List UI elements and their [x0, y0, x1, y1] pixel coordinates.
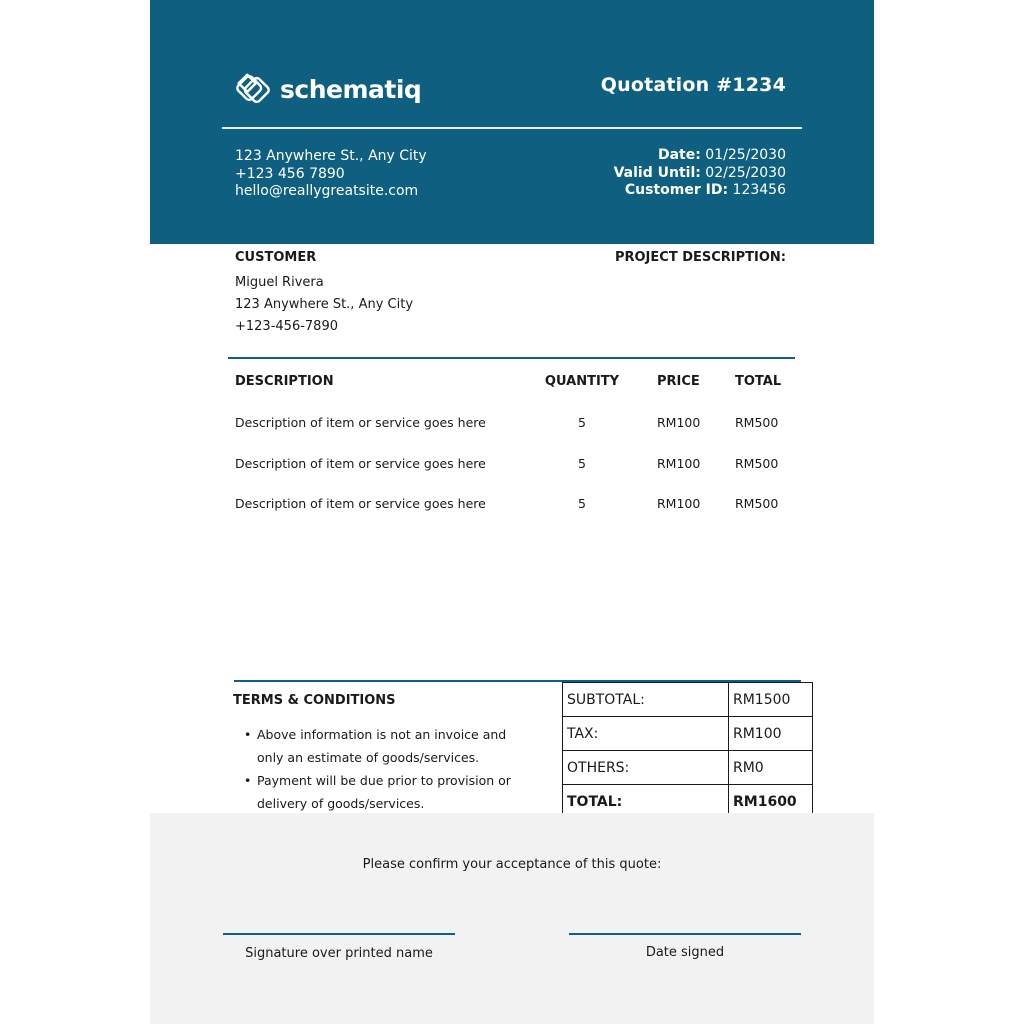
date-signed-line[interactable] — [569, 933, 801, 935]
quotation-page — [150, 0, 874, 1024]
meta-customer-id-label: Customer ID: — [624, 182, 729, 198]
customer-details — [235, 272, 413, 338]
customer-name: Miguel Rivera — [235, 275, 324, 290]
row-price: RM100 — [657, 496, 701, 511]
row-description: Description of item or service goes here — [235, 496, 486, 511]
row-description: Description of item or service goes here — [235, 455, 486, 471]
terms-item-line: • Payment will be due prior to provision or — [257, 773, 511, 788]
subtotal-label: SUBTOTAL: — [563, 683, 729, 717]
totals-table — [562, 682, 813, 819]
meta-date-label: Date: — [657, 147, 701, 163]
quotation-title: Quotation #1234 — [600, 74, 786, 96]
signature-label: Signature over printed name — [245, 946, 433, 961]
row-description: Description of item or service goes here — [235, 415, 486, 430]
header-quantity: QUANTITY — [544, 374, 620, 389]
quotation-meta — [614, 147, 786, 200]
acceptance-section — [150, 813, 874, 1024]
items-header-row — [235, 374, 795, 415]
totals-row-others — [563, 751, 813, 785]
row-quantity: 5 — [578, 455, 586, 471]
brand-name: schematiq — [280, 74, 422, 104]
total-value: RM1600 — [729, 785, 813, 819]
row-quantity: 5 — [578, 496, 586, 511]
row-total: RM500 — [735, 415, 779, 430]
list-item — [244, 723, 554, 769]
row-total: RM500 — [735, 496, 779, 511]
terms-item-line: • Above information is not an invoice and — [257, 727, 507, 742]
header-divider — [222, 127, 802, 129]
totals-row-subtotal — [563, 683, 813, 717]
company-email: hello@reallygreatsite.com — [235, 183, 419, 199]
meta-date — [614, 147, 786, 165]
date-signed-label: Date signed — [645, 945, 725, 960]
row-price: RM100 — [657, 415, 701, 430]
terms-heading: TERMS & CONDITIONS — [233, 693, 396, 708]
company-address: 123 Anywhere St., Any City — [235, 148, 427, 164]
list-item — [244, 769, 554, 815]
company-phone: +123 456 7890 — [235, 165, 345, 182]
customer-address: 123 Anywhere St., Any City — [235, 297, 414, 312]
header-description: DESCRIPTION — [235, 374, 334, 389]
table-row — [235, 496, 795, 537]
header-price: PRICE — [657, 374, 700, 389]
terms-item-line: only an estimate of goods/services. — [257, 750, 480, 765]
row-total: RM500 — [735, 455, 779, 471]
meta-valid-until — [614, 165, 786, 183]
meta-date-value: 01/25/2030 — [705, 147, 786, 163]
row-quantity: 5 — [578, 415, 586, 430]
project-description-heading: PROJECT DESCRIPTION: — [614, 250, 786, 265]
meta-customer-id-value: 123456 — [732, 182, 786, 198]
header-total: TOTAL — [735, 374, 782, 389]
total-label: TOTAL: — [563, 785, 729, 819]
others-label: OTHERS: — [563, 751, 729, 785]
subtotal-value: RM1500 — [729, 683, 813, 717]
meta-valid-label: Valid Until: — [613, 164, 701, 181]
meta-valid-value: 02/25/2030 — [705, 164, 786, 181]
signature-line[interactable] — [223, 933, 455, 935]
others-value: RM0 — [729, 751, 813, 785]
items-top-divider — [228, 357, 795, 359]
terms-item-line: delivery of goods/services. — [257, 796, 425, 811]
table-row — [235, 456, 795, 497]
company-contact — [235, 148, 427, 201]
customer-phone: +123-456-7890 — [235, 319, 338, 334]
acceptance-prompt: Please confirm your acceptance of this quote: — [362, 857, 662, 872]
meta-customer-id — [614, 182, 786, 200]
header-band — [150, 0, 874, 244]
customer-heading: CUSTOMER — [235, 250, 317, 265]
row-price: RM100 — [657, 455, 701, 471]
totals-row-tax — [563, 717, 813, 751]
interlocked-diamond-logo-icon — [234, 70, 272, 108]
items-table — [235, 374, 795, 537]
terms-list — [244, 723, 554, 815]
table-row — [235, 415, 795, 456]
brand-logo — [234, 70, 421, 108]
tax-label: TAX: — [563, 717, 729, 751]
tax-value: RM100 — [729, 717, 813, 751]
